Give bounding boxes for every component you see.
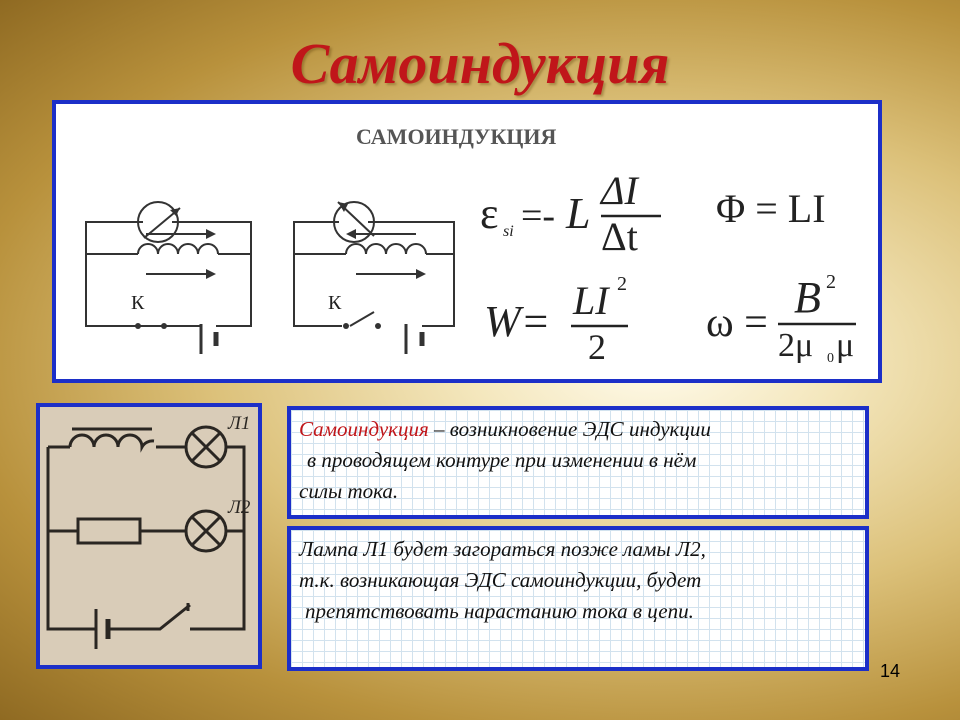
- switch-contact: [161, 323, 167, 329]
- key-label-left: К: [131, 292, 145, 314]
- definition-line-1: [299, 414, 857, 445]
- slide-title: Самоиндукция: [290, 31, 670, 96]
- lamp-circuit-svg: [40, 407, 258, 665]
- explanation-box: [287, 526, 869, 671]
- definition-rest: – возникновение ЭДС индукции: [428, 417, 711, 441]
- definition-term: Самоиндукция: [299, 417, 429, 441]
- self-induction-figure: [52, 100, 882, 383]
- svg-text:2: 2: [617, 273, 627, 295]
- switch-contact: [135, 323, 141, 329]
- formula-density: [706, 271, 856, 366]
- svg-text:ΔI: ΔI: [601, 168, 638, 213]
- svg-text:W=: W=: [484, 297, 551, 346]
- explanation-line-3: препятствовать нарастанию тока в цепи.: [305, 599, 694, 623]
- svg-text:2: 2: [588, 327, 606, 367]
- arrow-icon: [206, 229, 216, 239]
- inductor-coil: [138, 244, 218, 254]
- svg-text:ε: ε: [480, 189, 499, 238]
- svg-text:μ: μ: [836, 327, 855, 364]
- switch-contact: [375, 323, 381, 329]
- lamp2-label: Л2: [228, 497, 251, 518]
- svg-text:=-: =-: [521, 195, 556, 237]
- formula-emf: [480, 168, 661, 259]
- definition-box: [287, 406, 869, 519]
- key-label-right: К: [328, 292, 342, 314]
- definition-line-2: в проводящем контуре при изменении в нём: [307, 448, 697, 472]
- formula-flux: Φ = LI: [716, 186, 826, 231]
- resistor-icon: [78, 519, 140, 543]
- explanation-line-1: Лампа Л1 будет загораться позже ламы Л2,: [299, 537, 706, 561]
- lamp1-label: Л1: [228, 413, 251, 434]
- right-circuit: [294, 202, 454, 354]
- figure-svg: [56, 104, 878, 379]
- svg-text:LI: LI: [573, 278, 609, 323]
- arrow-icon: [416, 269, 426, 279]
- svg-text:si: si: [503, 223, 514, 240]
- svg-text:Δt: Δt: [601, 214, 638, 259]
- svg-text:B: B: [794, 273, 821, 322]
- inductor-coil: [346, 244, 426, 254]
- switch-contact: [343, 323, 349, 329]
- svg-text:0: 0: [827, 351, 834, 366]
- figure-heading: САМОИНДУКЦИЯ: [356, 124, 557, 149]
- explanation-line-2: т.к. возникающая ЭДС самоиндукции, будет: [299, 568, 702, 592]
- definition-line-3: силы тока.: [299, 479, 399, 503]
- svg-text:L: L: [566, 189, 591, 238]
- page-number: 14: [880, 661, 901, 681]
- svg-text:2μ: 2μ: [778, 327, 814, 364]
- lamp-circuit-figure: [36, 403, 262, 669]
- formula-energy: [484, 273, 628, 367]
- arrow-icon: [346, 229, 356, 239]
- arrow-icon: [206, 269, 216, 279]
- svg-text:2: 2: [826, 271, 836, 293]
- left-circuit: [86, 202, 251, 354]
- svg-text:ω =: ω =: [706, 300, 768, 346]
- open-switch-lever: [350, 312, 374, 326]
